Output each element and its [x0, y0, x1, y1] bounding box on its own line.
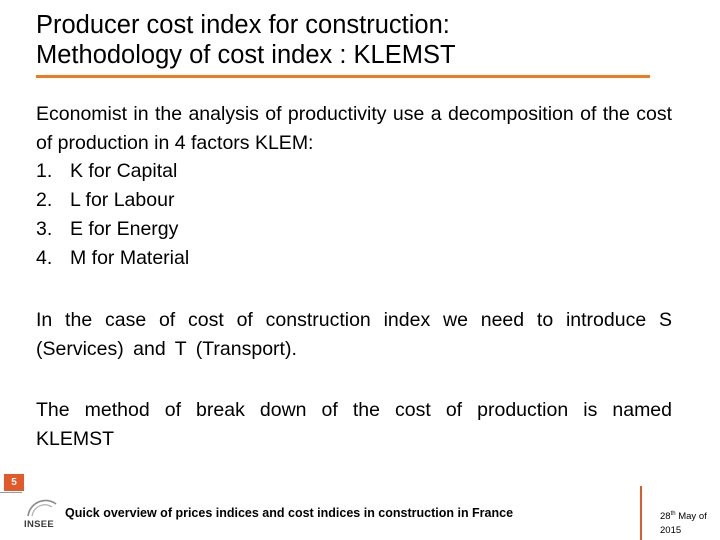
list-number: 3. [36, 218, 53, 240]
list-text: E for Energy [70, 218, 179, 240]
list-number: 4. [36, 247, 53, 269]
list-item [36, 186, 189, 215]
footer-divider [640, 486, 642, 540]
klemst-paragraph: The method of break down of the cost of production is named KLEMST [36, 399, 672, 450]
list-item [36, 244, 189, 273]
intro-paragraph: Economist in the analysis of productivity use a decomposition of the cost of production in 4 factors KLEM: [36, 103, 672, 154]
list-item [36, 157, 189, 186]
footer-caption: Quick overview of prices indices and cost indices in construction in France [65, 506, 514, 520]
insee-logo-text: INSEE [24, 519, 55, 530]
factor-list [36, 157, 189, 273]
footer-date [660, 507, 718, 538]
services-transport-paragraph: In the case of cost of construction index we need to introduce S (Services) and T (Transport). [36, 309, 672, 360]
list-item [36, 215, 189, 244]
page-number-badge: 5 [4, 474, 24, 491]
title-underline [36, 75, 650, 78]
list-text: M for Material [70, 247, 190, 269]
title-line-2: Methodology of cost index : KLEMST [36, 41, 456, 69]
list-text: K for Capital [70, 160, 178, 182]
date-suffix: th [670, 511, 676, 517]
list-text: L for Labour [70, 189, 175, 211]
slide-title [36, 10, 676, 70]
date-rest: May of 2015 [660, 511, 707, 537]
date-day: 28 [660, 511, 671, 523]
footer-left-rule [0, 492, 22, 493]
list-number: 1. [36, 160, 53, 182]
list-number: 2. [36, 189, 53, 211]
title-line-1: Producer cost index for construction: [36, 11, 450, 39]
